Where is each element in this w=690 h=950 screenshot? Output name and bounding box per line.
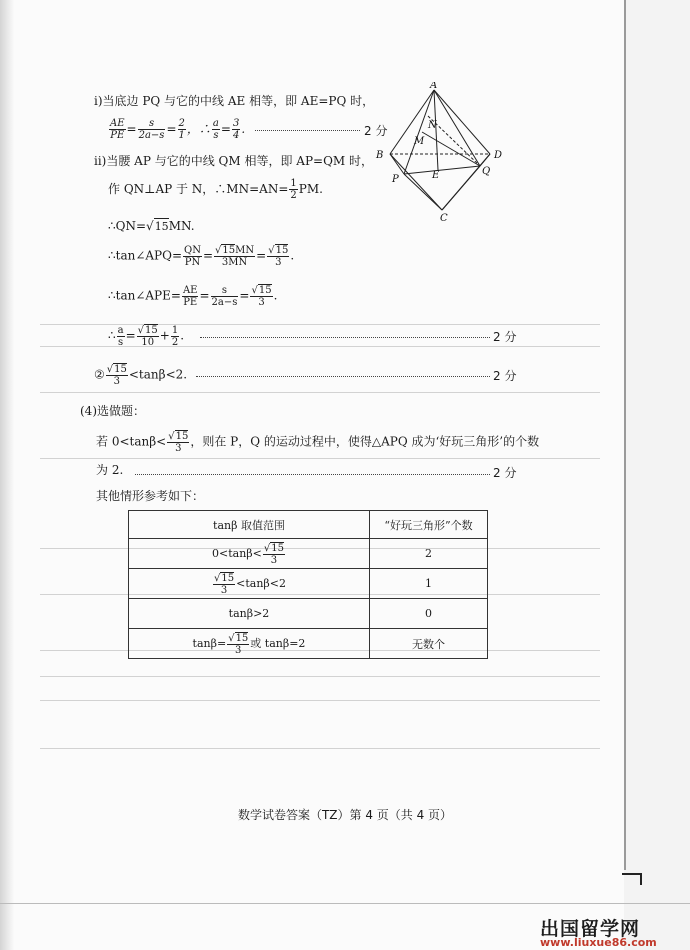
table-cell-count: 2 <box>370 539 488 569</box>
site-logo-url[interactable]: www.liuxue86.com <box>540 936 657 949</box>
label-D: D <box>494 150 503 161</box>
table-row <box>129 629 488 659</box>
corner-mark <box>622 873 642 875</box>
page-footer: 数学试卷答案（TZ）第 4 页（共 4 页） <box>237 808 453 822</box>
label-A: A <box>430 82 438 91</box>
line-11: 若 0<tanβ< $\frac{√15}{3}$ ，则在 P，Q 的运动过程中，使得△APQ 成为‘好玩三角形’的个数 <box>96 431 540 454</box>
line-2: $\frac{AE}{PE}$ = $\frac{s}{2a-s}$ = $\frac{2}{1}$ ，∴ $\frac{a}{s}$ = $\frac{3}{4}$ . <box>110 118 246 141</box>
label-B: B <box>376 150 384 161</box>
table-cell-range: $\frac{√15}{3}$ <tanβ<2 <box>129 569 370 599</box>
table-header-count: “好玩三角形”个数 <box>370 511 488 539</box>
line-7: ∴tan∠APE= $\frac{AE}{PE}$ = $\frac{s}{2a-s}$ = $\frac{√15}{3}$ . <box>108 284 278 308</box>
line-1: ⅰ)当底边 PQ 与它的中线 AE 相等，即 AE=PQ 时， <box>94 94 375 108</box>
table-cell-count: 0 <box>370 599 488 629</box>
label-M: M <box>414 136 425 147</box>
page-edge-line <box>624 0 626 870</box>
dots-9 <box>196 376 490 378</box>
line-12: 为 2. <box>96 463 124 477</box>
line-5: ∴QN=√15MN. <box>108 219 195 233</box>
table-row <box>129 599 488 629</box>
score-8: 2 分 <box>493 330 517 344</box>
table-cell-range: tanβ= $\frac{√15}{3}$ 或 tanβ=2 <box>129 629 370 659</box>
dots-2 <box>255 130 360 132</box>
reference-table <box>128 510 488 659</box>
table-row <box>129 569 488 599</box>
line-9: ② $\frac{√15}{3}$ <tanβ<2. <box>94 364 188 387</box>
line-3: ⅱ)当腰 AP 与它的中线 QM 相等，即 AP=QM 时， <box>94 154 374 168</box>
site-logo-text: 出国留学网 <box>540 918 641 940</box>
line-4: 作 QN⊥AP 于 N，∴MN=AN= $\frac{1}{2}$ PM. <box>108 178 323 201</box>
table-header-range: tanβ 取值范围 <box>129 511 370 539</box>
label-E: E <box>432 170 440 181</box>
corner-mark-v <box>640 873 642 885</box>
table-row <box>129 539 488 569</box>
label-Q: Q <box>482 166 491 177</box>
table-header-row <box>129 511 488 539</box>
table-cell-range: 0<tanβ< $\frac{√15}{3}$ <box>129 539 370 569</box>
line-8: ∴ $\frac{a}{s}$ = $\frac{√15}{10}$ + $\frac{1}{2}$ . <box>108 324 185 348</box>
dots-12 <box>135 474 490 476</box>
score-9: 2 分 <box>493 369 517 383</box>
line-6: ∴tan∠APQ= $\frac{QN}{PN}$ = $\frac{√15MN}{3MN}$ = $\frac{√15}{3}$ . <box>108 244 295 268</box>
pyramid-diagram <box>370 82 520 222</box>
line-13: 其他情形参考如下： <box>96 489 205 503</box>
table-cell-count: 1 <box>370 569 488 599</box>
table-cell-count: 无数个 <box>370 629 488 659</box>
label-P: P <box>392 174 399 185</box>
label-C: C <box>440 213 448 222</box>
line-10: (4)选做题： <box>80 404 145 418</box>
score-2: 2 分 <box>364 124 388 138</box>
score-12: 2 分 <box>493 466 517 480</box>
table-cell-range: tanβ>2 <box>129 599 370 629</box>
label-N: N <box>428 120 437 131</box>
page-bottom-line <box>0 903 690 904</box>
dots-8 <box>200 337 490 339</box>
